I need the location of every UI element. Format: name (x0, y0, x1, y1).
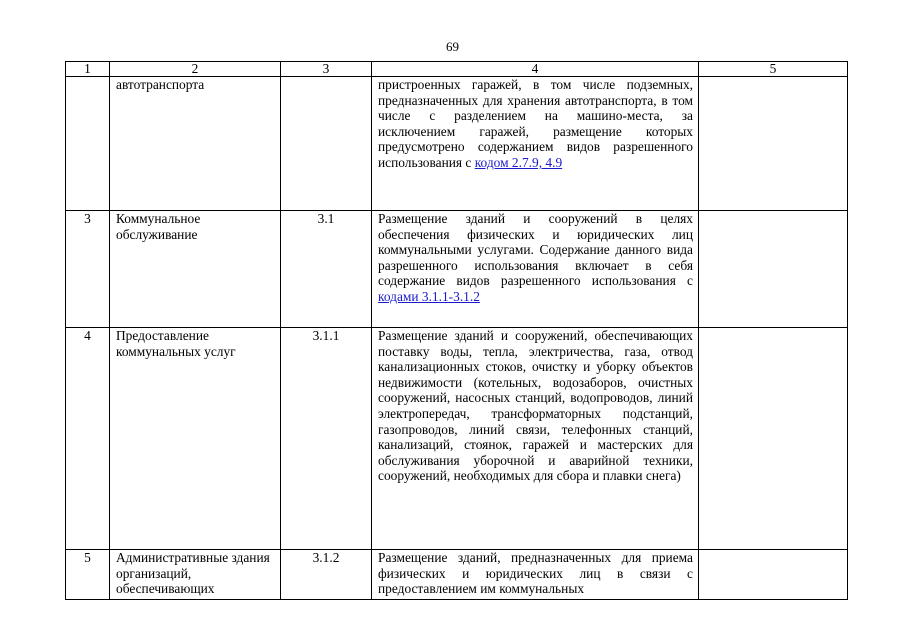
row-number: 4 (66, 328, 110, 550)
use-type-name: Коммунальное обслуживание (110, 211, 281, 328)
use-type-code (281, 77, 372, 211)
row-number: 5 (66, 550, 110, 600)
description-text: пристроенных гаражей, в том числе подземных, предназначенных для хранения автотранспорта, в том числе с разделением на машино-места, за исключением гаражей, размещение которых предусмотрено содержанием видов разрешенного использования с (378, 77, 693, 170)
use-type-description (372, 211, 699, 328)
header-cell: 5 (699, 62, 848, 77)
code-reference-link[interactable]: кодом 2.7.9, 4.9 (474, 154, 563, 170)
code-reference-link[interactable]: кодами 3.1.1-3.1.2 (378, 288, 480, 304)
row-number: 3 (66, 211, 110, 328)
table-row (66, 211, 848, 328)
use-type-description (372, 328, 699, 550)
page-number: 69 (446, 39, 459, 54)
use-type-code: 3.1 (281, 211, 372, 328)
table-row (66, 328, 848, 550)
header-cell: 3 (281, 62, 372, 77)
use-type-name: Административные здания организаций, обеспечивающих (110, 550, 281, 600)
header-cell: 2 (110, 62, 281, 77)
use-type-description (372, 77, 699, 211)
table-header-row (66, 62, 848, 77)
note-cell (699, 550, 848, 600)
description-text: Размещение зданий, предназначенных для приема физических и юридических лиц в связи с предоставлением им коммунальных (378, 550, 693, 597)
row-number (66, 77, 110, 211)
note-cell (699, 77, 848, 211)
table-row (66, 550, 848, 600)
table-row (66, 77, 848, 211)
header-cell: 4 (372, 62, 699, 77)
description-text: Размещение зданий и сооружений, обеспечивающих поставку воды, тепла, электричества, газа, отвод канализационных стоков, очистку и уборку объектов недвижимости (котельных, водозаборов, очистных сооружений, насосных станций, водопроводов, линий электропередач, трансформаторных подстанций, газопроводов, линий связи, телефонных станций, канализаций, стоянок, гаражей и мастерских для обслуживания уборочной и аварийной техники, сооружений, необходимых для сбора и плавки снега) (378, 328, 693, 484)
header-cell: 1 (66, 62, 110, 77)
land-use-table (65, 61, 848, 600)
use-type-description (372, 550, 699, 600)
description-text: Размещение зданий и сооружений в целях обеспечения физических и юридических лиц коммунальными услугами. Содержание данного вида разрешенного использования включает в себя содержание видов разрешенного использования с (378, 211, 693, 289)
use-type-name: Предоставление коммунальных услуг (110, 328, 281, 550)
use-type-code: 3.1.1 (281, 328, 372, 550)
use-type-code: 3.1.2 (281, 550, 372, 600)
note-cell (699, 211, 848, 328)
note-cell (699, 328, 848, 550)
use-type-name: автотранспорта (110, 77, 281, 211)
